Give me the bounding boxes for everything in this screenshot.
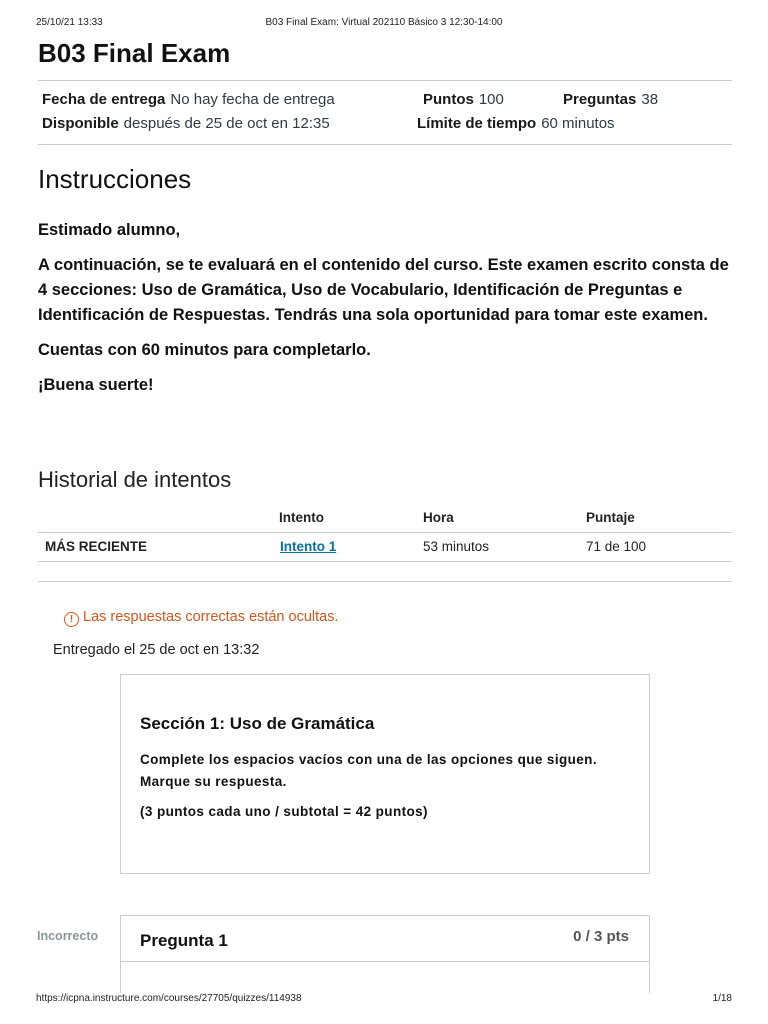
instructions-paragraph: Cuentas con 60 minutos para completarlo.	[38, 341, 371, 359]
points-info	[423, 91, 504, 108]
print-doc-title: B03 Final Exam: Virtual 202110 Básico 3 12:30-14:00	[265, 17, 503, 28]
section-instructions-text: Complete los espacios vacíos con una de las opciones que siguen. Marque su respuesta.	[140, 752, 597, 789]
alert-circle-icon: !	[64, 612, 79, 627]
questions-value: 38	[641, 91, 659, 108]
time-limit-info	[417, 115, 615, 132]
due-date-label: Fecha de entrega	[42, 91, 166, 108]
column-header-time: Hora	[423, 510, 454, 525]
section-intro-box	[120, 674, 650, 874]
points-value: 100	[478, 91, 504, 108]
print-datetime: 25/10/21 13:33	[36, 17, 103, 28]
attempt-score: 71 de 100	[586, 539, 647, 554]
available-info	[42, 115, 330, 132]
column-header-attempt: Intento	[279, 510, 324, 525]
print-url: https://icpna.instructure.com/courses/27705/quizzes/114938	[36, 993, 302, 1004]
questions-label: Preguntas	[563, 91, 637, 108]
available-value: después de 25 de oct en 12:35	[123, 115, 330, 132]
hidden-answers-text: Las respuestas correctas están ocultas.	[83, 609, 339, 625]
question-status-badge: Incorrecto	[37, 929, 99, 943]
table-divider	[38, 532, 732, 533]
instructions-body	[38, 218, 738, 408]
time-limit-value: 60 minutos	[541, 115, 615, 132]
instructions-paragraph: A continuación, se te evaluará en el contenido del curso. Este examen escrito consta de 4 secciones: Uso de Gramática, Uso de Vocabulario, Identificación de Preguntas e Identificación de Respuestas. Tendrás una sola oportunidad para tomar este examen.	[38, 256, 729, 324]
due-date-info	[42, 91, 335, 108]
section-points-text: (3 puntos cada uno / subtotal = 42 puntos)	[140, 804, 428, 819]
instructions-paragraph: Estimado alumno,	[38, 221, 181, 239]
column-header-score: Puntaje	[586, 510, 635, 525]
due-date-value: No hay fecha de entrega	[170, 91, 335, 108]
divider	[38, 80, 732, 81]
page-title: B03 Final Exam	[38, 38, 231, 68]
table-divider	[38, 561, 732, 562]
available-label: Disponible	[42, 115, 119, 132]
instructions-heading: Instrucciones	[38, 164, 192, 194]
section-title: Sección 1: Uso de Gramática	[140, 714, 375, 733]
section-instructions	[140, 749, 610, 831]
questions-info	[563, 91, 658, 108]
attempt-time: 53 minutos	[423, 539, 490, 554]
points-label: Puntos	[423, 91, 474, 108]
row-label: MÁS RECIENTE	[45, 539, 148, 554]
print-page-number: 1/18	[712, 993, 732, 1004]
print-footer	[0, 993, 768, 1024]
instructions-paragraph: ¡Buena suerte!	[38, 376, 154, 394]
time-limit-label: Límite de tiempo	[417, 115, 537, 132]
attempt-link[interactable]: Intento 1	[280, 539, 337, 554]
divider	[38, 581, 732, 582]
divider	[38, 144, 732, 145]
question-header-divider	[121, 961, 649, 962]
question-points: 0 / 3 pts	[573, 928, 629, 945]
question-title: Pregunta 1	[140, 931, 228, 950]
hidden-answers-notice	[64, 609, 339, 627]
submitted-timestamp: Entregado el 25 de oct en 13:32	[53, 642, 260, 658]
history-heading: Historial de intentos	[38, 467, 232, 492]
